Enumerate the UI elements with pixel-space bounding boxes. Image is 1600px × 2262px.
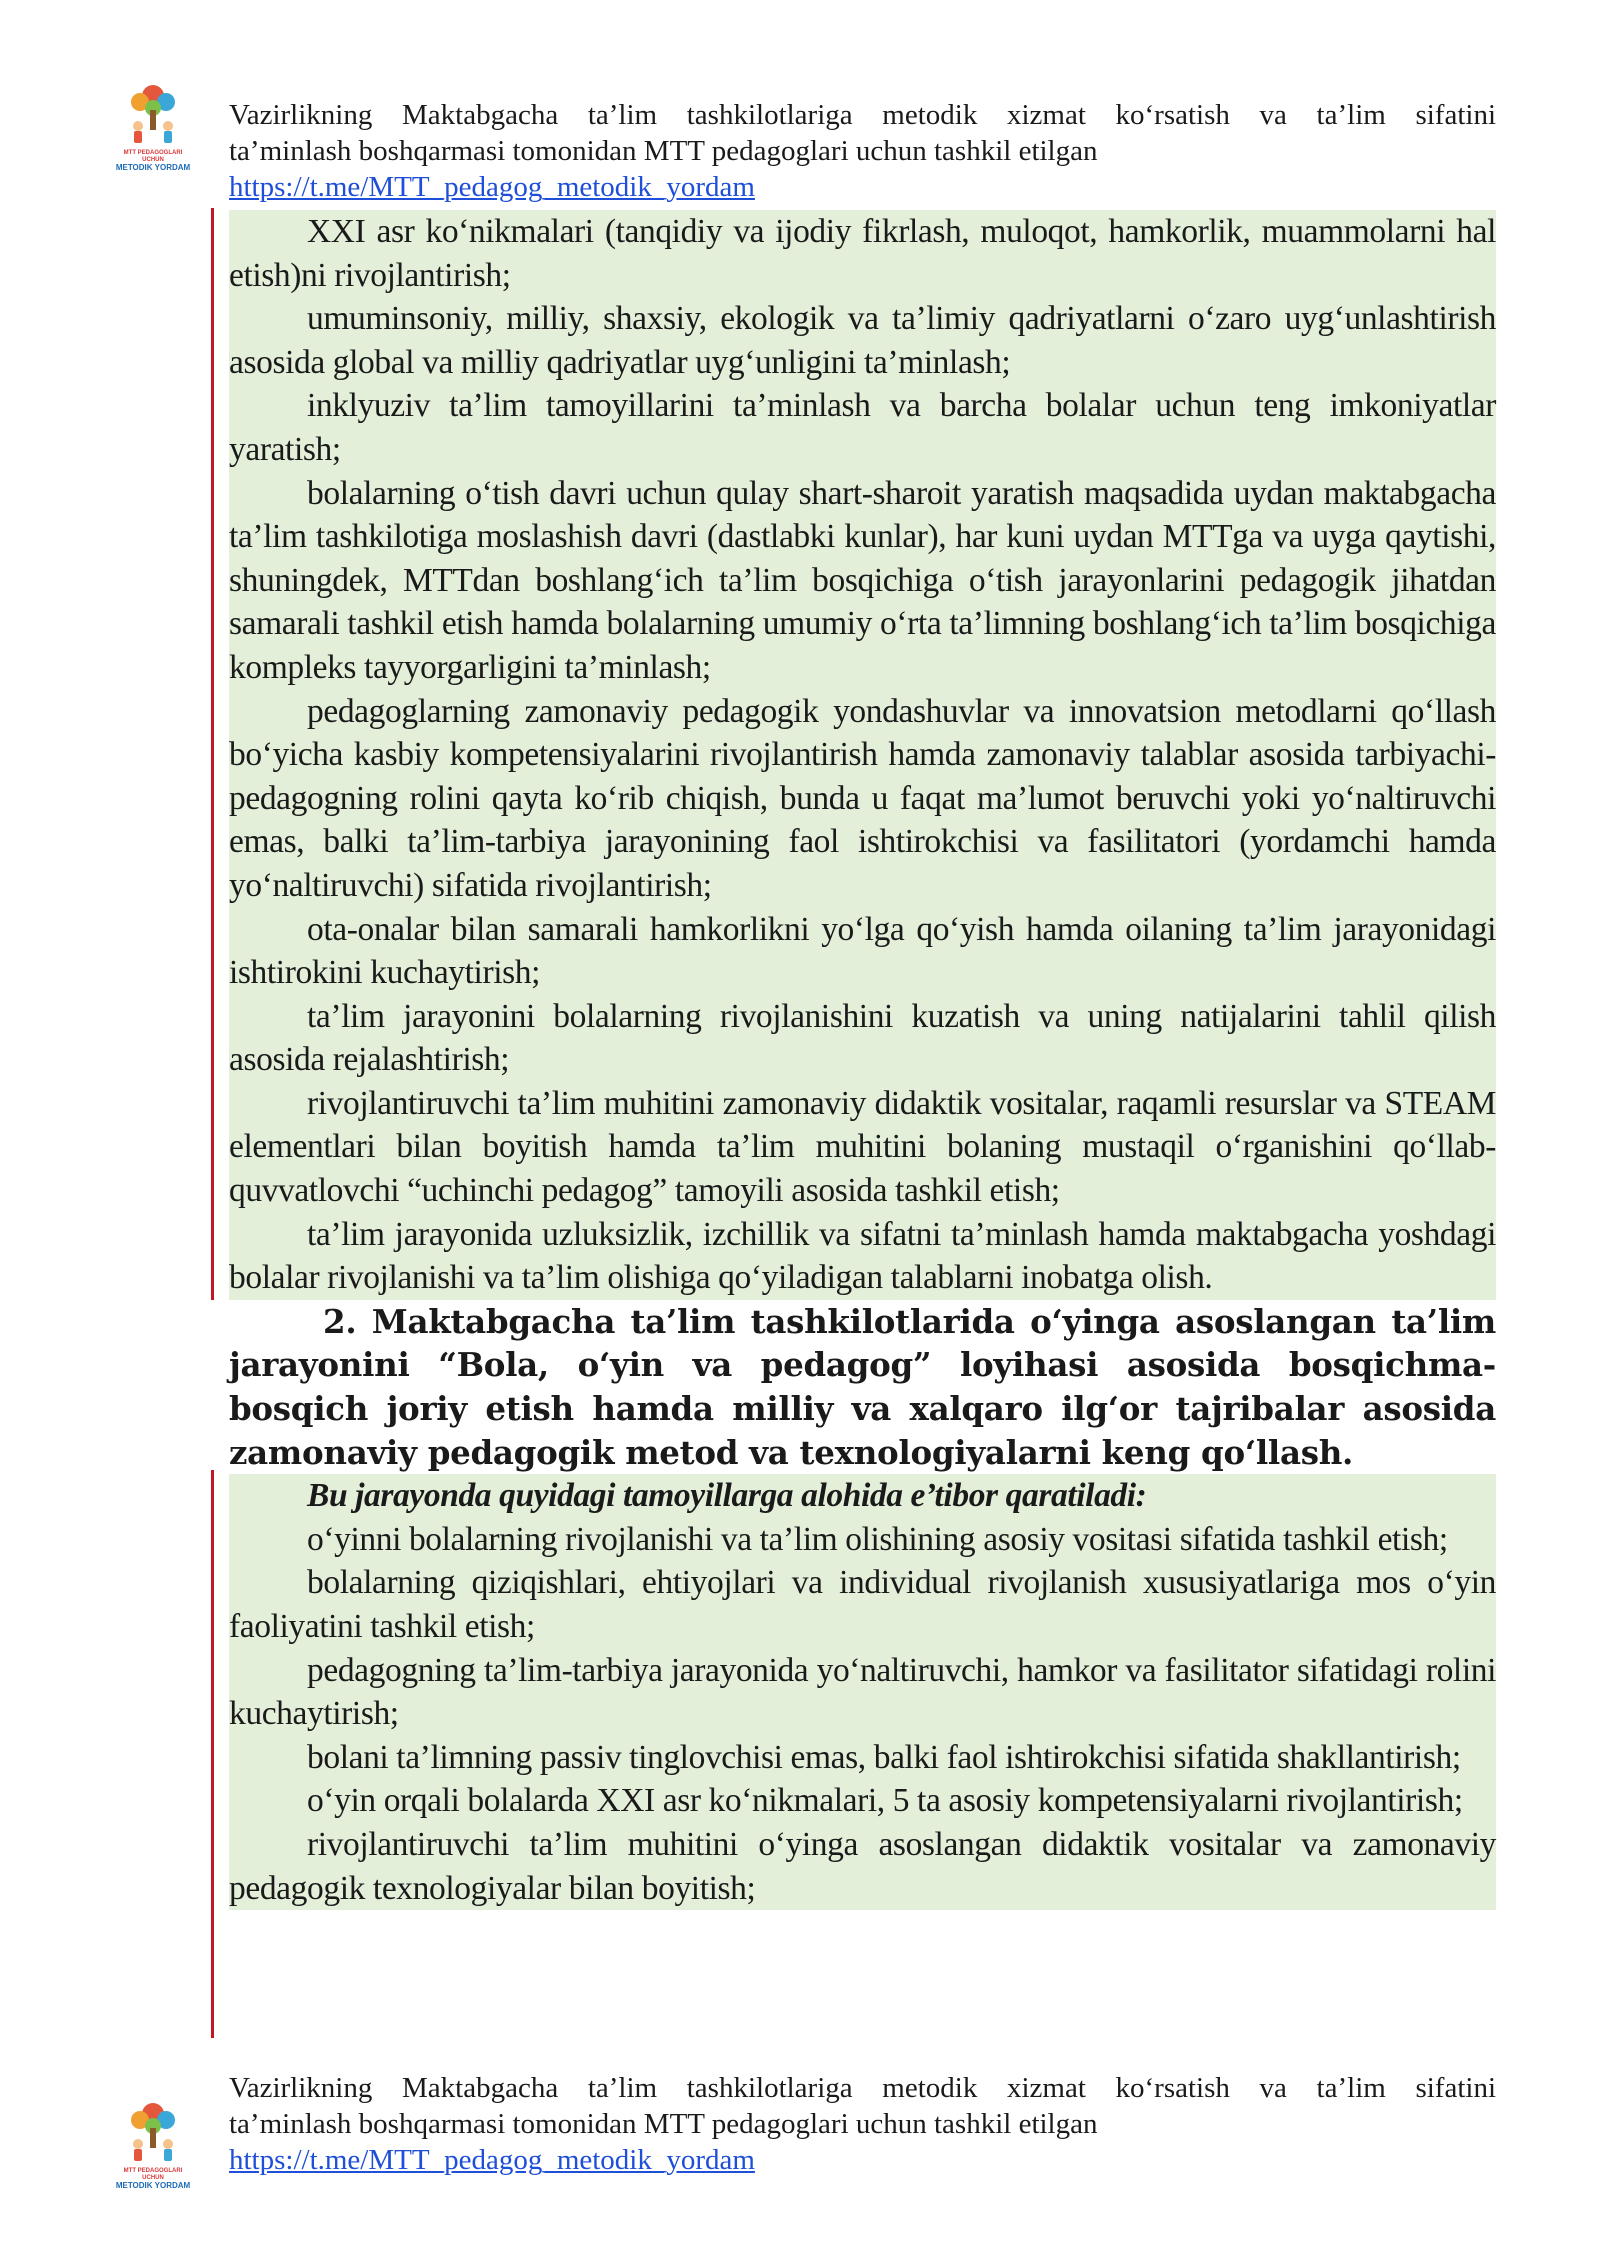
left-margin-bar-1 bbox=[211, 208, 214, 1078]
logo-top bbox=[108, 82, 198, 182]
list-item: inklyuziv ta’lim tamoyillarini ta’minlash va barcha bolalar uchun teng imkoniyatlar yaratish; bbox=[229, 387, 1496, 468]
list-item: umuminsoniy, milliy, shaxsiy, ekologik va ta’limiy qadriyatlarni o‘zaro uyg‘unlashtirish asosida global va milliy qadriyatlar uyg‘unligini ta’minlash; bbox=[229, 300, 1496, 381]
list-item: ta’lim jarayonida uzluksizlik, izchillik va sifatni ta’minlash hamda maktabgacha yoshdagi bolalar rivojlanishi va ta’lim olishiga qo‘yiladigan talablarni inobatga olish. bbox=[229, 1215, 1496, 1297]
list-item: ota-onalar bilan samarali hamkorlikni yo‘lga qo‘yish hamda oilaning ta’lim jarayonidagi ishtirokini kuchaytirish; bbox=[229, 910, 1496, 992]
left-margin-bar-2 bbox=[211, 1078, 214, 1300]
list-item: rivojlantiruvchi ta’lim muhitini o‘yinga asoslangan didaktik vositalar va zamonaviy pedagogik texnologiyalar bilan boyitish; bbox=[229, 1825, 1496, 1907]
list-item: bolani ta’limning passiv tinglovchisi emas, balki faol ishtirokchisi sifatida shakllantirish; bbox=[307, 1738, 1461, 1776]
logo-text-3: METODIK YORDAM bbox=[115, 163, 191, 172]
list-item: XXI asr ko‘nikmalari (tanqidiy va ijodiy fikrlash, muloqot, hamkorlik, muammolarni hal etish)ni rivojlantirish; bbox=[229, 213, 1496, 294]
section-2 bbox=[229, 1082, 1496, 1300]
list-item: o‘yin orqali bolalarda XXI asr ko‘nikmalari, 5 ta asosiy kompetensiyalarni rivojlantirish; bbox=[307, 1782, 1463, 1820]
list-item: o‘yinni bolalarning rivojlanishi va ta’lim olishining asosiy vositasi sifatida tashkil etish; bbox=[307, 1520, 1448, 1558]
footer-line-1: Vazirlikning Maktabgacha ta’lim tashkilotlariga metodik xizmat ko‘rsatish va ta’lim sifatini bbox=[229, 2072, 1496, 2104]
logo-text-3: METODIK YORDAM bbox=[115, 2181, 191, 2190]
logo-text-1: MTT PEDAGOGLARI bbox=[123, 150, 183, 156]
list-item: pedagogning ta’lim-tarbiya jarayonida yo‘naltiruvchi, hamkor va fasilitator sifatidagi rolini kuchaytirish; bbox=[229, 1651, 1496, 1733]
section-3 bbox=[229, 1474, 1496, 1910]
section-heading-2 bbox=[229, 1300, 1496, 1474]
footer-line-2: ta’minlash boshqarmasi tomonidan MTT pedagoglari uchun tashkil etilgan bbox=[229, 2108, 1098, 2140]
logo-text-2: UCHUN bbox=[142, 157, 164, 163]
logo-text-1: MTT PEDAGOGLARI bbox=[123, 2168, 183, 2174]
header-line-2: ta’minlash boshqarmasi tomonidan MTT pedagoglari uchun tashkil etilgan bbox=[229, 135, 1098, 167]
list-item: pedagoglarning zamonaviy pedagogik yondashuvlar va innovatsion metodlarni qo‘llash bo‘yicha kasbiy kompetensiyalarini rivojlantirish hamda zamonaviy talablar asosida tarbiyachi-pedagogning rolini qayta ko‘rib chiqish, bunda u faqat ma’lumot beruvchi yoki yo‘naltiruvchi emas, balki ta’lim-tarbiya jarayonining faol ishtirokchisi va fasilitatori (yordamchi hamda yo‘naltiruvchi) sifatida rivojlantirish; bbox=[229, 692, 1496, 904]
footer-telegram-link[interactable]: https://t.me/MTT_pedagog_metodik_yordam bbox=[229, 2144, 755, 2176]
page-footer bbox=[229, 2070, 1496, 2178]
list-item: bolalarning o‘tish davri uchun qulay shart-sharoit yaratish maqsadida uydan maktabgacha ta’lim tashkilotiga moslashish davri (dastlabki kunlar), har kuni uydan MTTga va uyga qaytishi, shuningdek, MTTdan boshlang‘ich ta’lim bosqichiga o‘tish jarayonlarini pedagogik jihatdan samarali tashkil etish hamda bolalarning umumiy o‘rta ta’limning boshlang‘ich ta’lim bosqichiga kompleks tayyorgarligini ta’minlash; bbox=[229, 474, 1496, 686]
header-telegram-link[interactable]: https://t.me/MTT_pedagog_metodik_yordam bbox=[229, 171, 755, 203]
left-margin-bar-3 bbox=[211, 1470, 214, 2038]
list-item: ta’lim jarayonini bolalarning rivojlanishini kuzatish va uning natijalarini tahlil qilish asosida rejalashtirish; bbox=[229, 997, 1496, 1079]
section-intro: Bu jarayonda quyidagi tamoyillarga alohida e’tibor qaratiladi: bbox=[307, 1477, 1147, 1515]
logo-text-2: UCHUN bbox=[142, 2175, 164, 2181]
main-content bbox=[229, 210, 1496, 1910]
heading-text: 2. Maktabgacha ta’lim tashkilotlarida o‘yinga asoslangan ta’lim jarayonini “Bola, o‘yin va pedagog” loyihasi asosida bosqichma-bosqich joriy etish hamda milliy va xalqaro ilg‘or tajribalar asosida zamonaviy pedagogik metod va texnologiyalarni keng qo‘llash. bbox=[229, 1301, 1496, 1472]
list-item: bolalarning qiziqishlari, ehtiyojlari va individual rivojlanish xususiyatlariga mos o‘yin faoliyatini tashkil etish; bbox=[229, 1564, 1496, 1645]
section-1 bbox=[229, 210, 1496, 1082]
header-line-1: Vazirlikning Maktabgacha ta’lim tashkilotlariga metodik xizmat ko‘rsatish va ta’lim sifatini bbox=[229, 99, 1496, 131]
logo-bottom bbox=[108, 2100, 198, 2200]
page-header bbox=[229, 97, 1496, 205]
list-item: rivojlantiruvchi ta’lim muhitini zamonaviy didaktik vositalar, raqamli resurslar va STEAM elementlari bilan boyitish hamda ta’lim muhitini bolaning mustaqil o‘rganishini qo‘llab-quvvatlovchi “uchinchi pedagog” tamoyili asosida tashkil etish; bbox=[229, 1084, 1496, 1210]
